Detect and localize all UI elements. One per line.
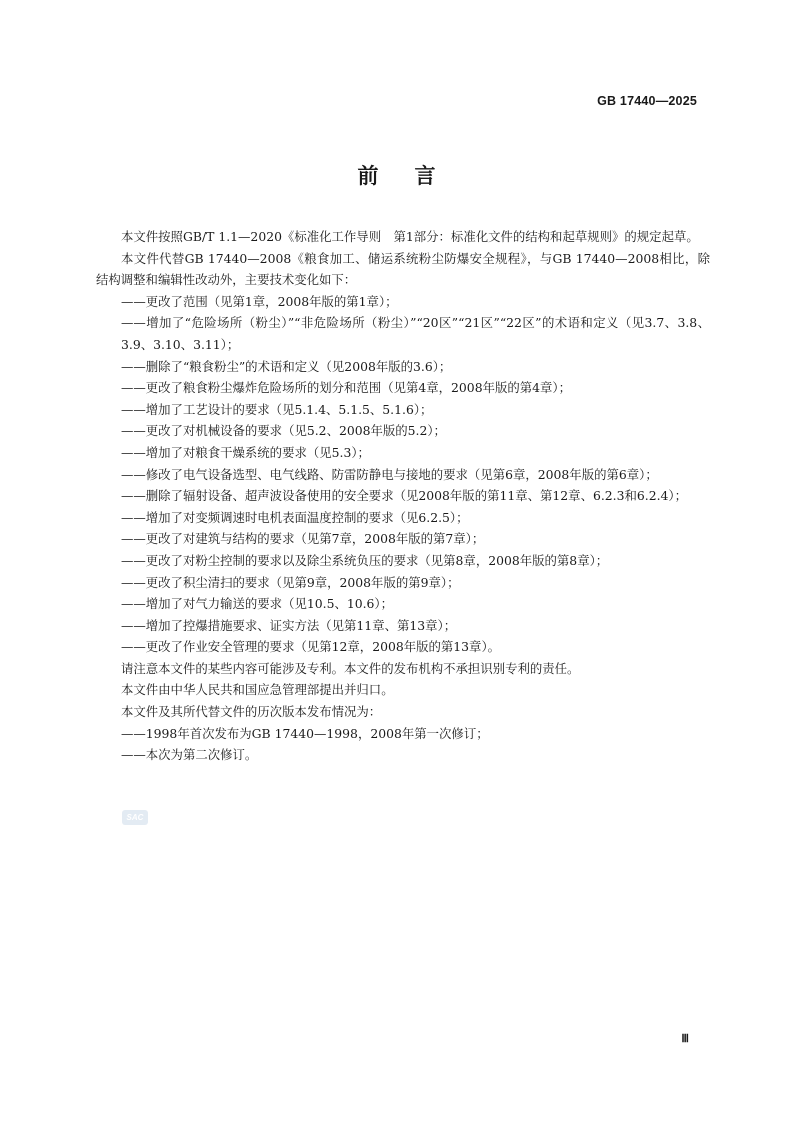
paragraph-replacement: 本文件代替GB 17440—2008《粮食加工、储运系统粉尘防爆安全规程》，与GB 17440—2008相比，除结构调整和编辑性改动外，主要技术变化如下：	[96, 250, 710, 288]
list-item: ——更改了积尘清扫的要求（见第9章，2008年版的第9章）；	[121, 574, 460, 590]
list-item: ——增加了对气力输送的要求（见10.5、10.6）；	[121, 596, 394, 612]
list-item: ——更改了作业安全管理的要求（见第12章，2008年版的第13章）。	[121, 639, 501, 655]
history-item: ——本次为第二次修订。	[121, 747, 258, 763]
list-item: ——增加了对变频调速时电机表面温度控制的要求（见6.2.5）；	[121, 509, 469, 525]
standard-code: GB 17440—2025	[597, 94, 697, 108]
list-item: ——修改了电气设备选型、电气线路、防雷防静电与接地的要求（见第6章，2008年版的第6章）；	[121, 466, 658, 482]
history-intro: 本文件及其所代替文件的历次版本发布情况为：	[121, 704, 382, 720]
page-number: Ⅲ	[681, 1033, 689, 1045]
list-item: ——增加了工艺设计的要求（见5.1.4、5.1.5、5.1.6）；	[121, 401, 433, 417]
list-item: ——更改了对粉尘控制的要求以及除尘系统负压的要求（见第8章，2008年版的第8章）；	[121, 552, 609, 568]
document-body	[96, 226, 710, 766]
sac-watermark-logo: SAC	[122, 810, 148, 825]
history-item: ——1998年首次发布为GB 17440—1998，2008年第一次修订；	[121, 725, 489, 741]
list-item: ——更改了粮食粉尘爆炸危险场所的划分和范围（见第4章，2008年版的第4章）；	[121, 380, 571, 396]
list-item: ——删除了“粮食粉尘”的术语和定义（见2008年版的3.6）；	[121, 358, 452, 374]
patent-notice: 请注意本文件的某些内容可能涉及专利。本文件的发布机构不承担识别专利的责任。	[121, 660, 580, 676]
list-item: ——增加了控爆措施要求、证实方法（见第11章、第13章）；	[121, 617, 457, 633]
list-item: ——增加了对粮食干燥系统的要求（见5.3）；	[121, 444, 370, 460]
list-item: ——增加了“危险场所（粉尘）”“非危险场所（粉尘）”“20区”“21区”“22区”的术语和定义（见3.7、3.8、3.9、3.10、3.11）；	[121, 315, 710, 352]
list-item: ——更改了对建筑与结构的要求（见第7章，2008年版的第7章）；	[121, 531, 485, 547]
list-item: ——删除了辐射设备、超声波设备使用的安全要求（见2008年版的第11章、第12章、6.2.3和6.2.4）；	[121, 488, 687, 504]
page-title: 前言	[357, 164, 472, 188]
list-item: ——更改了对机械设备的要求（见5.2、2008年版的5.2）；	[121, 423, 446, 439]
proposer-notice: 本文件由中华人民共和国应急管理部提出并归口。	[121, 682, 394, 698]
list-item: ——更改了范围（见第1章，2008年版的第1章）；	[121, 293, 398, 309]
paragraph-drafting-basis: 本文件按照GB/T 1.1—2020《标准化工作导则 第1部分：标准化文件的结构和起草规则》的规定起草。	[121, 229, 699, 244]
